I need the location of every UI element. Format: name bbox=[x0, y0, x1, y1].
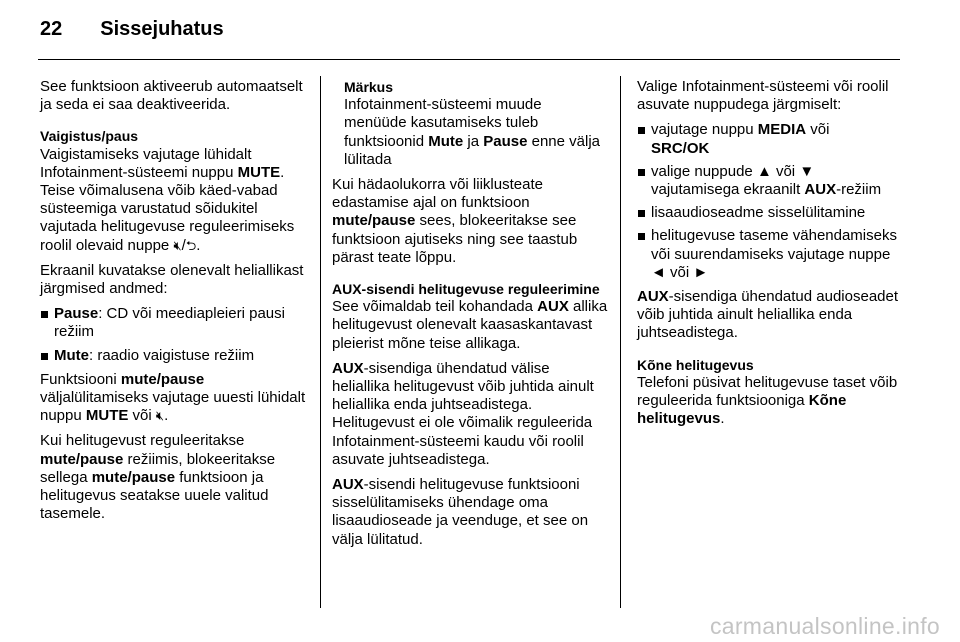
return-arrow-icon: ⮌ bbox=[185, 237, 197, 253]
steps-list bbox=[637, 121, 905, 282]
column-divider-2 bbox=[620, 76, 621, 608]
watermark: carmanualsonline.info bbox=[709, 613, 940, 639]
header-divider bbox=[38, 59, 900, 60]
list-item: vajutage nuppu MEDIA või SRC/OK bbox=[637, 121, 905, 157]
aux-paragraph-3: AUX-sisendi helitugevuse funktsiooni sisselülitamiseks ühendage oma lisaaudioseade ja veenduge, et see on välja lülitatud. bbox=[332, 476, 589, 548]
column-1 bbox=[40, 78, 310, 530]
section-title: Sissejuhatus bbox=[100, 18, 224, 40]
aux-paragraph: AUX-sisendi helitugevuse reguleerimine See võimaldab teil kohandada AUX allika helitugevust olenevalt kaasaskantavast pleierist mõne teise allikaga. bbox=[332, 281, 608, 352]
adjust-paragraph: Kui helitugevust reguleeritakse mute/pause režiimis, blokeeritakse sellega mute/pause funktsioon ja helitugevus seatakse uuele valitud tasemele. bbox=[40, 432, 276, 523]
mute-steering-icon: 🔇︎ bbox=[155, 408, 165, 424]
down-arrow-icon: ▼ bbox=[799, 162, 815, 180]
list-item: Pause: CD või meediapleieri pausi režiim bbox=[40, 305, 310, 341]
select-intro: Valige Infotainment-süsteemi või roolil asuvate nuppudega järgmiselt: bbox=[637, 78, 889, 114]
list-item: lisaaudioseadme sisselülitamine bbox=[637, 204, 905, 222]
page-header bbox=[40, 18, 224, 41]
mute-button-label: MUTE bbox=[237, 163, 281, 181]
column-3 bbox=[637, 78, 905, 435]
emergency-paragraph: Kui hädaolukorra või liiklusteate edastamise ajal on funktsioon mute/pause sees, blokeeritakse see funktsioon ajutiseks ning see taastub pärast teate lõppu. bbox=[332, 176, 578, 266]
up-arrow-icon: ▲ bbox=[756, 162, 772, 180]
list-item: Mute: raadio vaigistuse režiim bbox=[40, 347, 310, 365]
list-item: helitugevuse taseme vähendamiseks või suurendamiseks vajutage nuppe ◄ või ► bbox=[637, 227, 905, 282]
mute-steering-icon: 🔇︎ bbox=[173, 237, 182, 253]
list-item: valige nuppude ▲ või ▼ vajutamisega ekraanilt AUX-režiim bbox=[637, 163, 905, 199]
mute-paragraph: Vaigistus/paus Vaigistamiseks vajutage lühidalt Infotainment-süsteemi nuppu MUTE. Teise võimalusena võib käed-vabad süsteemiga varustatud sõidukitel vajutada helitugevuse reguleerimiseks roolil olevaid nuppe 🔇︎/⮌. bbox=[40, 127, 310, 254]
left-arrow-icon: ◄ bbox=[651, 263, 666, 281]
speech-paragraph: Kõne helitugevus Telefoni püsivat helitugevuse taset võib reguleerida funktsiooniga Kõne helitugevus. bbox=[637, 356, 905, 429]
mute-heading: Vaigistus/paus bbox=[40, 128, 139, 145]
column-2 bbox=[332, 78, 608, 556]
speech-heading: Kõne helitugevus bbox=[637, 356, 754, 373]
column-divider-1 bbox=[320, 76, 321, 608]
aux-paragraph-2: AUX-sisendiga ühendatud välise heliallika helitugevust võib juhtida ainult heliallika enda juhtseadistega. Helitugevust ei ole võimalik reguleerida Infotainment-süsteemi kaudu või roolil asuvate juhtseadistega. bbox=[332, 359, 594, 468]
right-arrow-icon: ► bbox=[693, 263, 709, 281]
note-heading: Märkus bbox=[344, 79, 394, 95]
display-intro: Ekraanil kuvatakse olenevalt heliallikast järgmised andmed: bbox=[40, 261, 304, 298]
note-block: Märkus Infotainment-süsteemi muude menüüde kasutamiseks tuleb funktsioonid Mute ja Pause enne välja lülitada bbox=[332, 78, 608, 169]
display-list bbox=[40, 305, 310, 365]
intro-paragraph: See funktsioon aktiveerub automaatselt ja seda ei saa deaktiveerida. bbox=[40, 78, 303, 114]
page-number: 22 bbox=[40, 18, 63, 40]
aux-control-paragraph: AUX-sisendiga ühendatud audioseadet võib juhtida ainult heliallika enda juhtseadistega. bbox=[637, 288, 899, 342]
deactivate-paragraph: Funktsiooni mute/pause väljalülitamiseks vajutage uuesti lühidalt nuppu MUTE või 🔇︎. bbox=[40, 370, 306, 425]
aux-heading: AUX-sisendi helitugevuse reguleerimine bbox=[332, 281, 600, 298]
